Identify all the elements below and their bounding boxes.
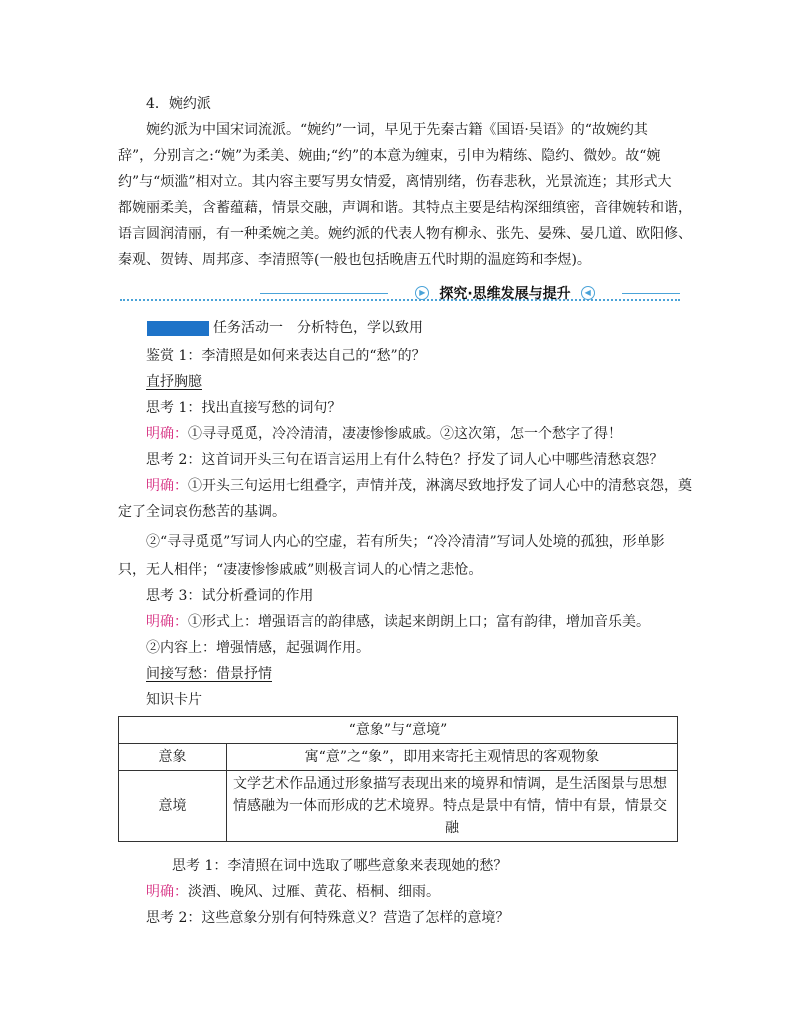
card-desc-line: 融 (445, 820, 459, 836)
paragraph-line: 语言圆润清丽，有一种柔婉之美。婉约派的代表人物有柳永、张先、晏殊、晏几道、欧阳修、 (118, 226, 692, 242)
task-title: 任务活动一 分析特色，学以致用 (213, 320, 423, 336)
knowledge-card-table (118, 716, 678, 842)
card-desc: 寓“意”之“象”，即用来寄托主观情思的客观物象 (227, 744, 678, 771)
answer-line: 定了全词哀伤愁苦的基调。 (118, 504, 286, 520)
subheading-indirect-text: 间接写愁：借景抒情 (146, 666, 272, 682)
card-header: “意象”与“意境” (119, 717, 678, 744)
paragraph-line: 秦观、贺铸、周邦彦、李清照等(一般也包括晚唐五代时期的温庭筠和李煜)。 (118, 252, 591, 268)
answer-label: 明确： (146, 478, 188, 494)
answer-line (146, 882, 686, 902)
answer-text: ①形式上：增强语言的韵律感，读起来朗朗上口；富有韵律，增加音乐美。 (188, 614, 650, 630)
table-row (119, 744, 678, 771)
think-question: 思考 1：李清照在词中选取了哪些意象来表现她的愁？ (172, 858, 508, 874)
paragraph-line: 辞”，分别言之:“婉”为柔美、婉曲;“约”的本意为缠束，引申为精练、隐约、微妙。故“婉 (118, 148, 661, 164)
section-heading: 4．婉约派 (146, 96, 211, 112)
card-desc (227, 771, 678, 842)
think-question: 思考 2：这首词开头三句在语言运用上有什么特色？抒发了词人心中哪些清愁哀怨？ (146, 452, 664, 468)
banner-title: 探究·思维发展与提升 (439, 286, 571, 302)
paragraph-line: 婉约派为中国宋词流派。“婉约”一词，早见于先秦古籍《国语·吴语》的“故婉约其 (146, 122, 648, 138)
answer-line (146, 424, 686, 444)
answer-line: ②“寻寻觅觅”写词人内心的空虚，若有所失；“冷冷清清”写词人处境的孤独，形单影 (146, 534, 665, 550)
card-term: 意象 (119, 744, 227, 771)
table-row (119, 771, 678, 842)
arrow-right-icon: ▶ (415, 286, 429, 300)
table-row (119, 717, 678, 744)
subheading-direct (146, 372, 686, 392)
think-question: 思考 2：这些意象分别有何特殊意义？营造了怎样的意境？ (146, 910, 510, 926)
task-marker-bar (147, 321, 209, 336)
answer-line: 只，无人相伴；“凄凄惨惨戚戚”则极言词人的心情之悲怆。 (118, 562, 483, 578)
card-term: 意境 (119, 771, 227, 842)
answer-text: 淡酒、晚风、过雁、黄花、梧桐、细雨。 (188, 884, 440, 900)
card-label: 知识卡片 (146, 692, 202, 708)
answer-line: ②内容上：增强情感，起强调作用。 (146, 640, 370, 656)
paragraph-line: 约”与“烦滥”相对立。其内容主要写男女情爱，离情别绪，伤春悲秋，光景流连；其形式大 (118, 174, 672, 190)
think-question: 思考 3：试分析叠词的作用 (146, 588, 314, 604)
answer-text: ①开头三句运用七组叠字，声情并茂，淋漓尽致地抒发了词人心中的清愁哀怨，奠 (188, 478, 692, 494)
card-desc-line: 文学艺术作品通过形象描写表现出来的境界和情调，是生活图景与思想 (233, 776, 667, 792)
think-question: 思考 1：找出直接写愁的词句？ (146, 400, 342, 416)
section-banner (388, 282, 622, 304)
banner-rule-right (622, 293, 680, 294)
paragraph-line: 都婉丽柔美，含蓄蕴藉，情景交融，声调和谐。其特点主要是结构深细缜密，音律婉转和谐， (118, 200, 692, 216)
answer-line (146, 612, 686, 632)
card-desc-line: 情感融为一体而形成的艺术境界。特点是景中有情，情中有景，情景交 (233, 798, 667, 814)
subheading-indirect (146, 664, 686, 684)
answer-label: 明确： (146, 884, 188, 900)
answer-line (146, 476, 692, 496)
arrow-left-icon: ◀ (581, 286, 595, 300)
banner-rule-left (260, 293, 388, 294)
answer-label: 明确： (146, 614, 188, 630)
answer-text: ①寻寻觅觅，冷冷清清，凄凄惨惨戚戚。②这次第，怎一个愁字了得！ (188, 426, 622, 442)
section-divider (120, 282, 680, 306)
appreciation-question: 鉴赏 1：李清照是如何来表达自己的“愁”的？ (146, 348, 426, 364)
answer-label: 明确： (146, 426, 188, 442)
subheading-direct-text: 直抒胸臆 (146, 374, 202, 390)
